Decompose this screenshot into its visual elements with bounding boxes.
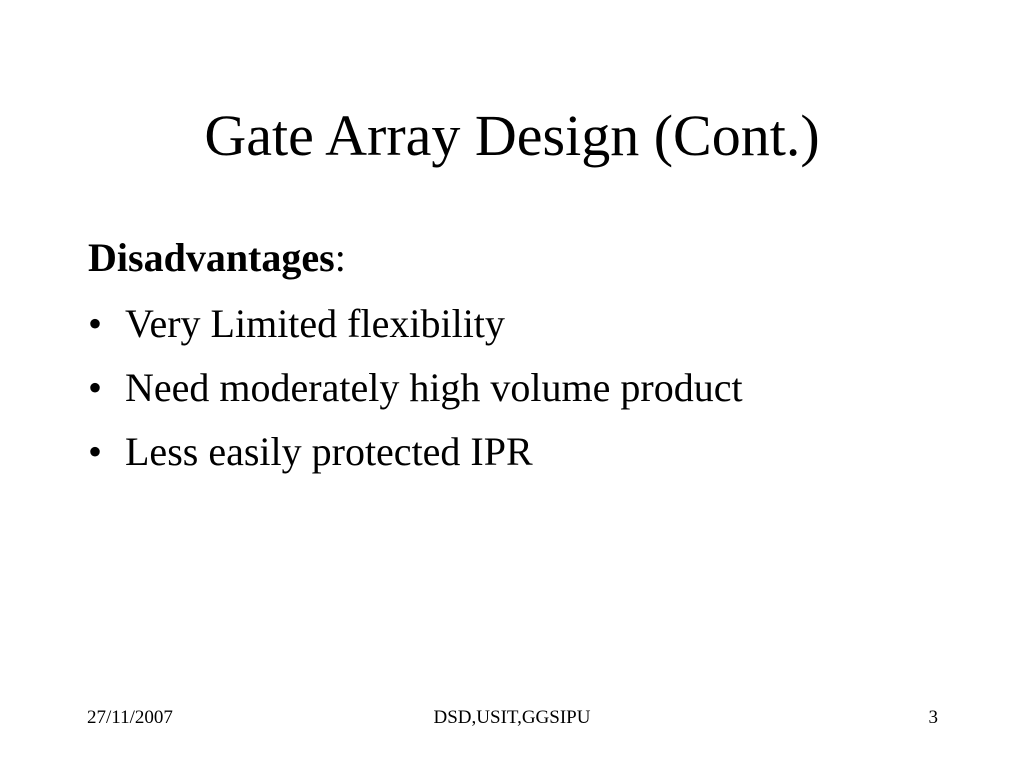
slide-body bbox=[88, 232, 968, 490]
footer-center-text: DSD,USIT,GGSIPU bbox=[433, 707, 591, 728]
section-heading-label: Disadvantages bbox=[88, 235, 335, 280]
bullet-text: Less easily protected IPR bbox=[125, 429, 533, 474]
bullet-item bbox=[88, 426, 968, 478]
footer-date: 27/11/2007 bbox=[87, 707, 173, 728]
slide-title: Gate Array Design (Cont.) bbox=[204, 103, 820, 168]
section-heading bbox=[88, 232, 968, 284]
bullet-text: Very Limited flexibility bbox=[125, 301, 505, 346]
bullet-text: Need moderately high volume product bbox=[125, 365, 743, 410]
bullet-marker: • bbox=[88, 429, 103, 474]
bullet-marker: • bbox=[88, 301, 103, 346]
bullet-item bbox=[88, 298, 968, 350]
footer-page-number: 3 bbox=[928, 707, 938, 728]
bullet-marker: • bbox=[88, 365, 103, 410]
bullet-item bbox=[88, 362, 968, 414]
bullet-list bbox=[88, 298, 968, 478]
section-heading-colon: : bbox=[334, 235, 346, 280]
